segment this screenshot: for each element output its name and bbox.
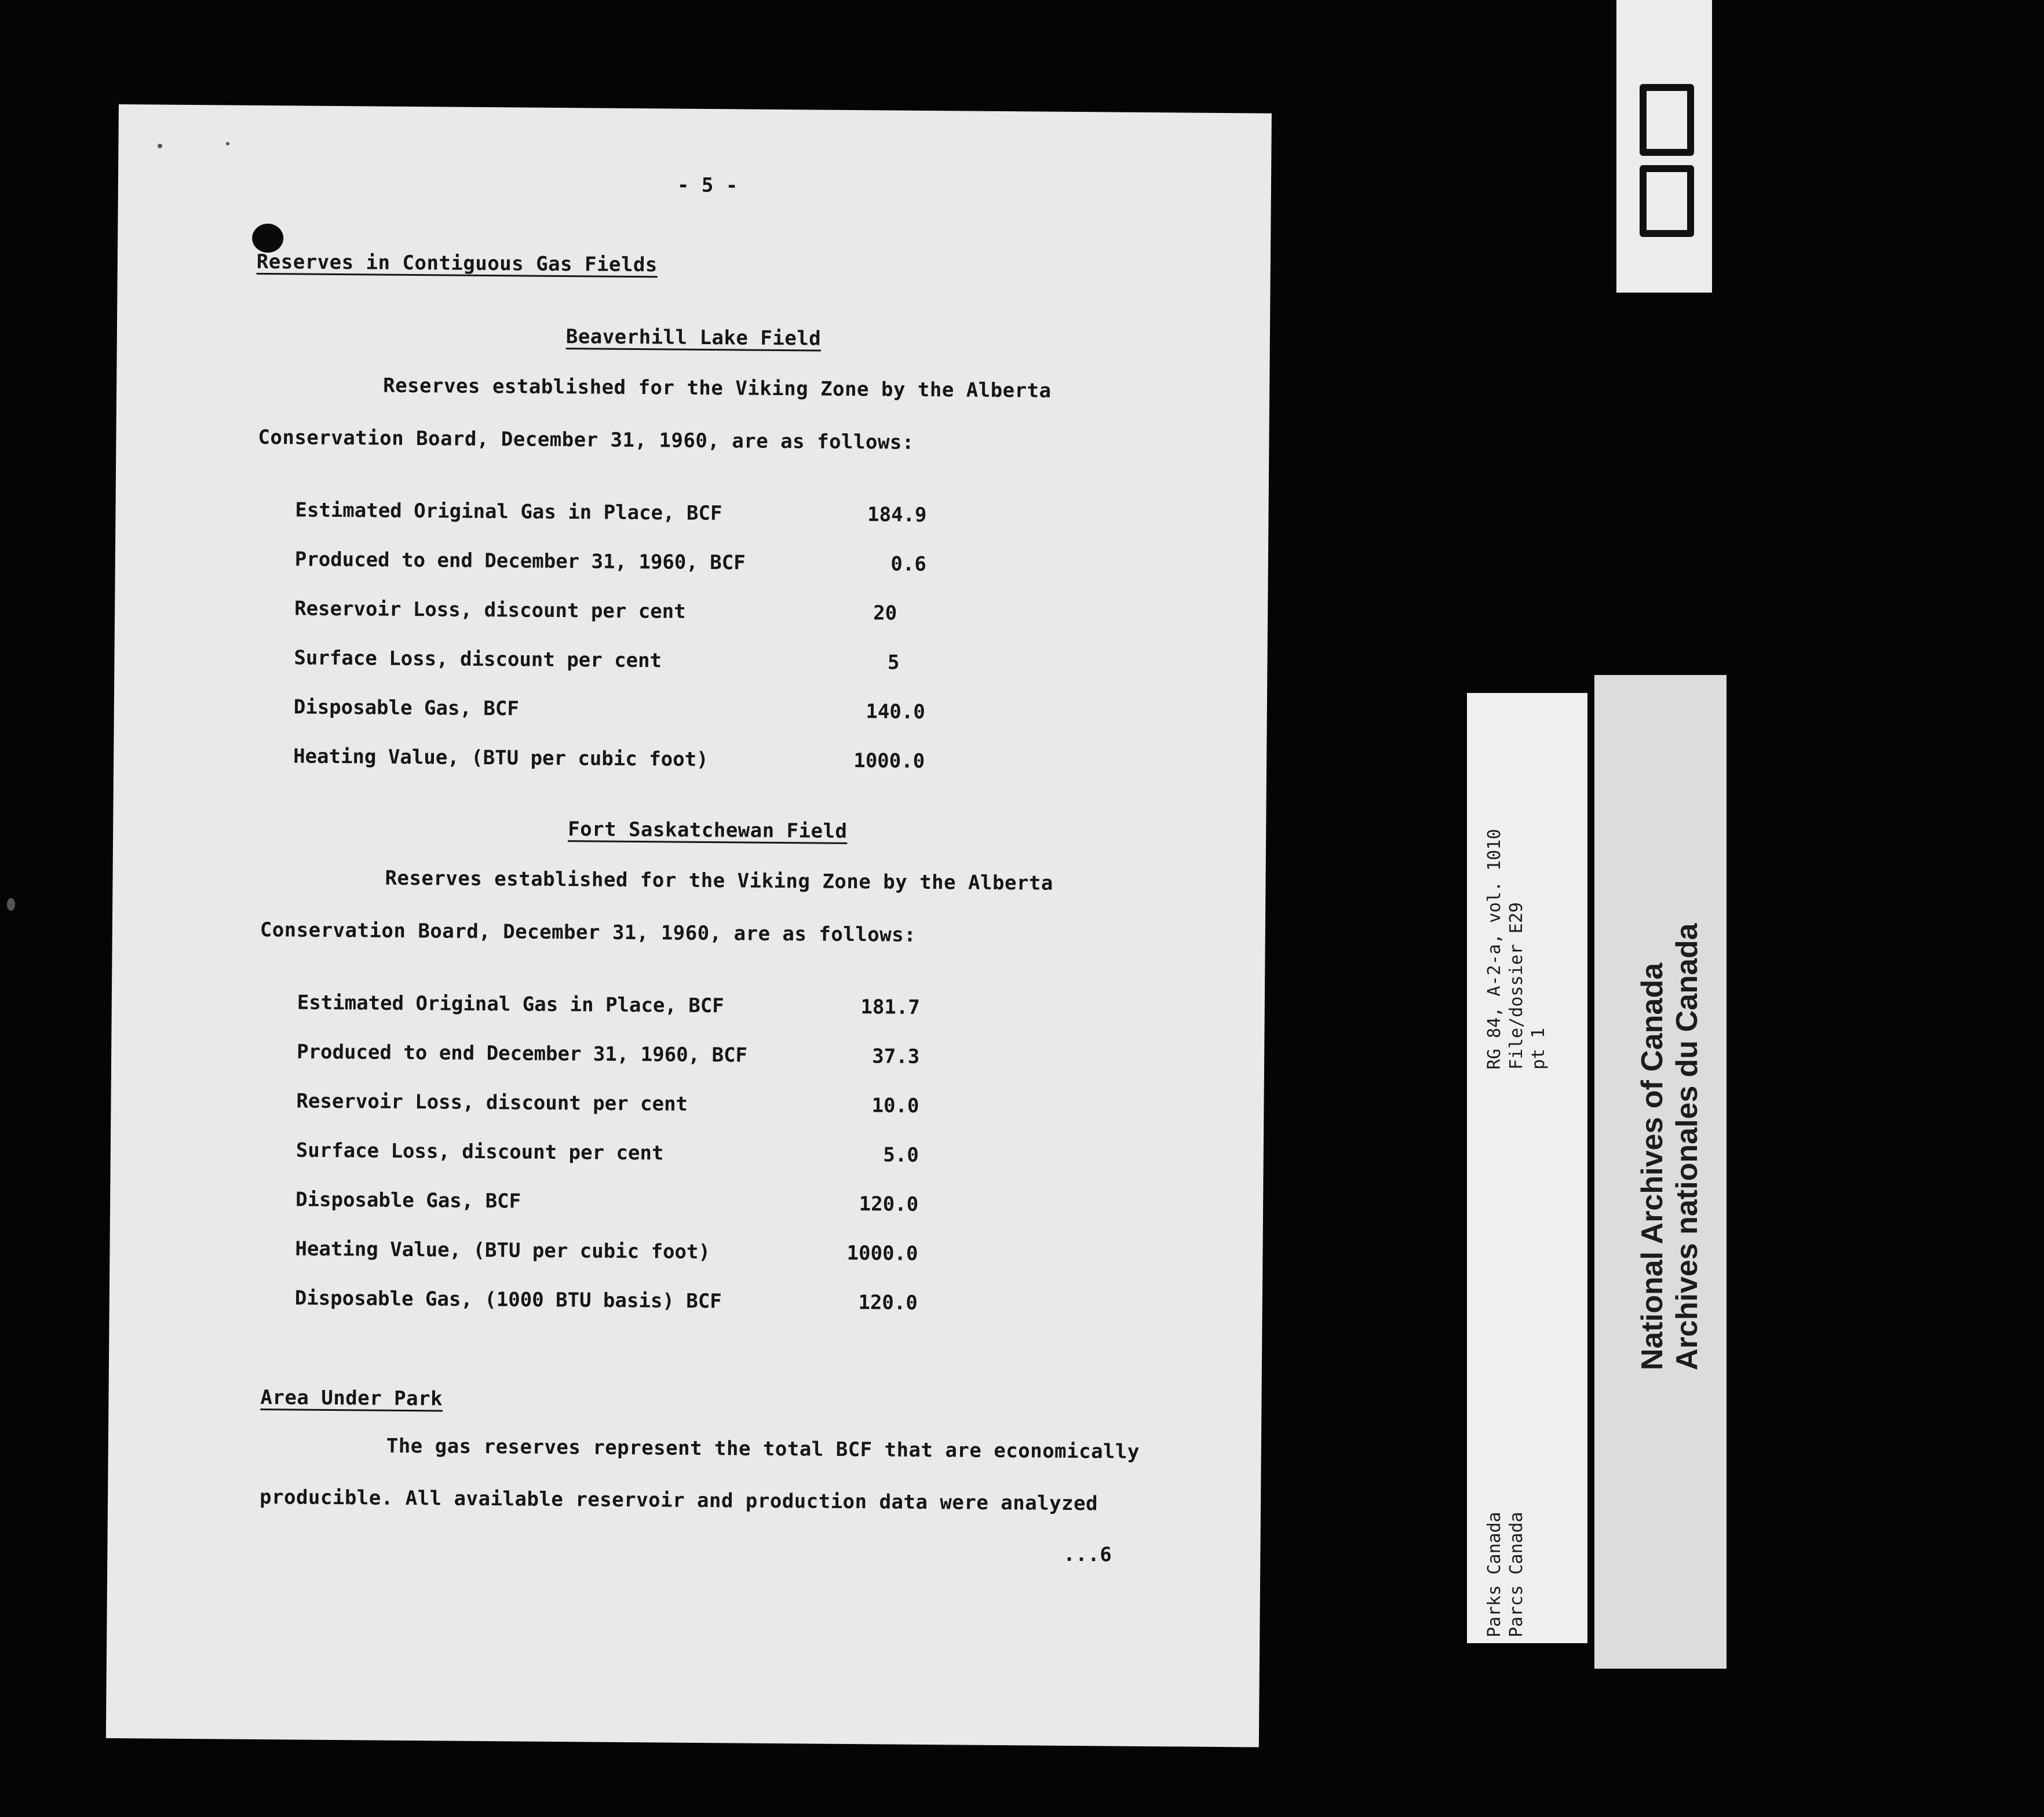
- row-value: 0.6: [890, 552, 926, 576]
- agency-line2: Parcs Canada: [1506, 1512, 1527, 1637]
- area-heading: Area Under Park: [260, 1385, 443, 1411]
- section-intro-line2: Conservation Board, December 31, 1960, are as follows:: [258, 425, 914, 454]
- continued-marker: ...6: [1063, 1542, 1112, 1567]
- section-title-fort-saskatchewan: Fort Saskatchewan Field: [568, 818, 848, 843]
- table-row: [114, 645, 1267, 683]
- table-row: [114, 743, 1266, 782]
- document-heading: Reserves in Contiguous Gas Fields: [256, 250, 658, 277]
- row-label: Disposable Gas, BCF: [293, 695, 519, 721]
- reference-line2: File/dossier E29: [1506, 902, 1527, 1070]
- archive-reference-label: [1467, 693, 1587, 1643]
- row-label: Reservoir Loss, discount per cent: [296, 1089, 688, 1116]
- table-row: [110, 1187, 1263, 1225]
- reference-line1: RG 84, A-2-a, vol. 1010: [1484, 829, 1505, 1070]
- row-value: 10.0: [871, 1094, 919, 1118]
- table-row: [115, 497, 1268, 535]
- row-label: Estimated Original Gas in Place, BCF: [297, 991, 724, 1018]
- section-intro-line1: Reserves established for the Viking Zone by the Alberta: [383, 374, 1052, 403]
- table-row: [111, 1088, 1264, 1126]
- section-title-beaverhill: Beaverhill Lake Field: [565, 325, 822, 351]
- row-value: 184.9: [867, 503, 927, 527]
- row-label: Surface Loss, discount per cent: [294, 646, 662, 673]
- archives-branding-label: [1594, 675, 1727, 1669]
- row-value: 140.0: [866, 700, 925, 724]
- row-label: Reservoir Loss, discount per cent: [294, 597, 686, 623]
- row-label: Produced to end December 31, 1960, BCF: [294, 548, 746, 575]
- row-value: 120.0: [859, 1192, 919, 1216]
- table-row: [110, 1285, 1262, 1323]
- row-value: 5: [887, 651, 900, 674]
- table-row: [115, 596, 1268, 634]
- row-value: 37.3: [872, 1045, 920, 1068]
- row-value: 181.7: [860, 995, 920, 1019]
- table-row: [110, 1236, 1262, 1274]
- archives-name-fr: Archives nationales du Canada: [1670, 923, 1704, 1370]
- row-label: Disposable Gas, BCF: [295, 1188, 521, 1213]
- archives-name-en: National Archives of Canada: [1636, 962, 1669, 1370]
- row-label: Surface Loss, discount per cent: [295, 1139, 664, 1165]
- film-frame-marker: [1616, 0, 1712, 293]
- page-number: - 5 -: [677, 173, 738, 198]
- reference-line3: pt 1: [1528, 1027, 1549, 1070]
- row-label: Disposable Gas, (1000 BTU basis) BCF: [294, 1286, 722, 1314]
- row-label: Heating Value, (BTU per cubic foot): [293, 745, 709, 772]
- table-row: [111, 1039, 1264, 1077]
- table-row: [112, 990, 1265, 1028]
- scan-speck: [158, 144, 162, 148]
- table-row: [115, 546, 1268, 585]
- table-row: [114, 694, 1267, 732]
- row-label: Estimated Original Gas in Place, BCF: [295, 498, 722, 526]
- punch-hole: [252, 224, 283, 253]
- row-value: 1000.0: [846, 1241, 918, 1265]
- section-intro-line2: Conservation Board, December 31, 1960, are as follows:: [260, 918, 917, 947]
- row-value: 5.0: [883, 1143, 919, 1167]
- agency-line1: Parks Canada: [1484, 1512, 1505, 1637]
- section-intro-line1: Reserves established for the Viking Zone by the Alberta: [385, 866, 1053, 895]
- table-row: [111, 1137, 1264, 1176]
- area-paragraph-line1: The gas reserves represent the total BCF that are economically: [386, 1434, 1140, 1464]
- row-value: 20: [873, 601, 897, 625]
- area-paragraph-line2: producible. All available reservoir and production data were analyzed: [259, 1485, 1098, 1516]
- row-label: Produced to end December 31, 1960, BCF: [297, 1040, 748, 1067]
- document-page: [106, 104, 1272, 1747]
- row-label: Heating Value, (BTU per cubic foot): [295, 1237, 711, 1264]
- row-value: 1000.0: [853, 749, 925, 773]
- scan-speck: [226, 142, 229, 145]
- scan-speck: [7, 898, 15, 911]
- row-value: 120.0: [858, 1291, 918, 1315]
